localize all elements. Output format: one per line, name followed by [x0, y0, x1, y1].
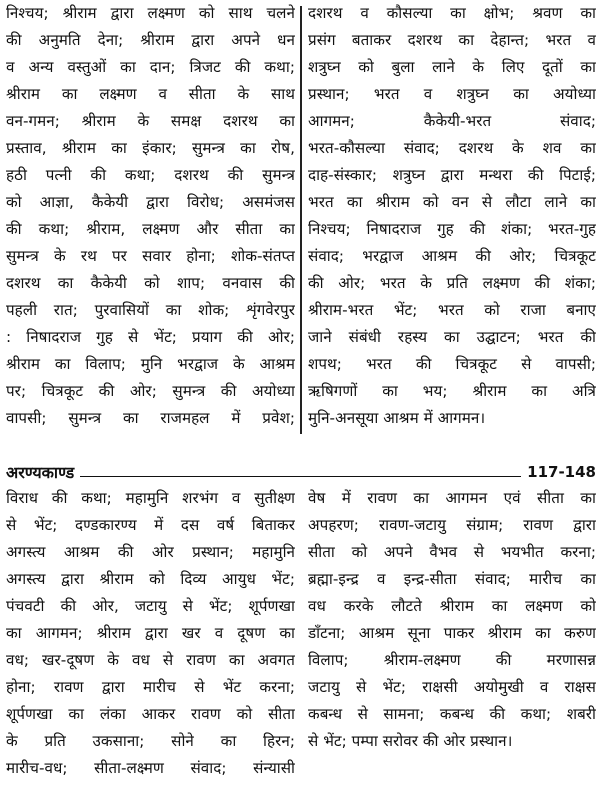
contents-line: पर; चित्रकूट की ओर; सुमन्त्र की अयोध्या — [6, 382, 295, 400]
contents-line: : निषादराज गुह से भेंट; प्रयाग की ओर; — [6, 328, 295, 346]
contents-line: श्रीराम-भरत भेंट; भरत को राजा बनाए — [308, 301, 596, 319]
contents-line: विलाप; श्रीराम-लक्ष्मण की मरणासन्न — [308, 651, 596, 669]
contents-line: शत्रुघ्न को बुला लाने के लिए दूतों का — [308, 58, 596, 76]
contents-line: ब्रह्मा-इन्द्र व इन्द्र-सीता संवाद; मारीच का — [308, 570, 596, 588]
section-title: अरण्यकाण्ड — [6, 463, 75, 482]
contents-line: शूर्पणखा का लंका आकर रावण को सीता — [6, 705, 295, 723]
contents-line: निश्चय; श्रीराम द्वारा लक्ष्मण को साथ चलने — [6, 4, 295, 22]
contents-column-bottom-left — [6, 485, 295, 782]
contents-line: कबन्ध से सामना; कबन्ध की कथा; शबरी — [308, 705, 596, 723]
contents-line: प्रसंग बताकर दशरथ का देहान्त; भरत व — [308, 31, 596, 49]
contents-line: वध; खर-दूषण के वध से रावण का अवगत — [6, 651, 295, 669]
section-page-range: 117-148 — [527, 463, 596, 481]
contents-line: विराध की कथा; महामुनि शरभंग व सुतीक्ष्ण — [6, 489, 295, 507]
contents-line: की ओर; भरत के प्रति लक्ष्मण की शंका; — [308, 274, 596, 292]
contents-line: मारीच-वध; सीता-लक्ष्मण संवाद; संन्यासी — [6, 759, 295, 777]
contents-line: पहली रात; पुरवासियों का शोक; शृंगवेरपुर — [6, 301, 295, 319]
contents-line: निश्चय; निषादराज गुह की शंका; भरत-गुह — [308, 220, 596, 238]
contents-line: ऋषिगणों का भय; श्रीराम का अत्रि — [308, 382, 596, 400]
contents-line: की अनुमति देना; श्रीराम द्वारा अपने धन — [6, 31, 295, 49]
contents-line: दाह-संस्कार; शत्रुघ्न द्वारा मन्थरा की पिटाई; — [308, 166, 596, 184]
contents-column-top-left — [6, 0, 295, 432]
contents-line: अगस्त्य द्वारा श्रीराम को दिव्य आयुध भेंट; — [6, 570, 295, 588]
contents-line: डाँटना; आश्रम सूना पाकर श्रीराम का करुण — [308, 624, 596, 642]
contents-column-bottom-right — [308, 485, 596, 755]
contents-line: श्रीराम का लक्ष्मण व सीता के साथ — [6, 85, 295, 103]
contents-line: हठी पत्नी की कथा; दशरथ की सुमन्त्र — [6, 166, 295, 184]
contents-line: को आज्ञा, कैकेयी द्वारा विरोध; असमंजस — [6, 193, 295, 211]
contents-line: संवाद; भरद्वाज आश्रम की ओर; चित्रकूट — [308, 247, 596, 265]
contents-line: वापसी; सुमन्त्र का राजमहल में प्रवेश; — [6, 409, 295, 427]
contents-line: जटायु से भेंट; राक्षसी अयोमुखी व राक्षस — [308, 678, 596, 696]
contents-line: का आगमन; श्रीराम द्वारा खर व दूषण का — [6, 624, 295, 642]
contents-line: व अन्य वस्तुओं का दान; त्रिजट की कथा; — [6, 58, 295, 76]
contents-line: वध करके लौटते श्रीराम का लक्ष्मण को — [308, 597, 596, 615]
contents-line: सुमन्त्र के रथ पर सवार होना; शोक-संतप्त — [6, 247, 295, 265]
contents-line: के प्रति उकसाना; सोने का हिरन; — [6, 732, 295, 750]
contents-line: से भेंट; दण्डकारण्य में दस वर्ष बिताकर — [6, 516, 295, 534]
column-divider — [300, 6, 302, 434]
contents-line: होना; रावण द्वारा मारीच से भेंट करना; — [6, 678, 295, 696]
contents-column-top-right — [308, 0, 596, 432]
contents-line: से भेंट; पम्पा सरोवर की ओर प्रस्थान। — [308, 732, 513, 750]
contents-line: पंचवटी की ओर, जटायु से भेंट; शूर्पणखा — [6, 597, 295, 615]
contents-line: भरत का श्रीराम को वन से लौटा लाने का — [308, 193, 596, 211]
contents-line: आगमन; कैकेयी-भरत संवाद; — [308, 112, 596, 130]
contents-line: भरत-कौसल्या संवाद; दशरथ के शव का — [308, 139, 596, 157]
contents-line: जाने संबंधी रहस्य का उद्घाटन; भरत की — [308, 328, 596, 346]
section-heading — [6, 458, 596, 486]
contents-line: वेष में रावण का आगमन एवं सीता का — [308, 489, 596, 507]
contents-line: अगस्त्य आश्रम की ओर प्रस्थान; महामुनि — [6, 543, 295, 561]
contents-line: की कथा; श्रीराम, लक्ष्मण और सीता का — [6, 220, 295, 238]
contents-line: मुनि-अनसूया आश्रम में आगमन। — [308, 409, 486, 427]
contents-line: श्रीराम का विलाप; मुनि भरद्वाज के आश्रम — [6, 355, 295, 373]
contents-line: दशरथ का कैकेयी को शाप; वनवास की — [6, 274, 295, 292]
contents-line: दशरथ व कौसल्या का क्षोभ; श्रवण का — [308, 4, 596, 22]
contents-line: वन-गमन; श्रीराम के समक्ष दशरथ का — [6, 112, 295, 130]
contents-line: शपथ; भरत की चित्रकूट से वापसी; — [308, 355, 596, 373]
contents-line: प्रस्थान; भरत व शत्रुघ्न का अयोध्या — [308, 85, 596, 103]
section-rule — [80, 476, 521, 477]
contents-line: अपहरण; रावण-जटायु संग्राम; रावण द्वारा — [308, 516, 596, 534]
contents-line: प्रस्ताव, श्रीराम का इंकार; सुमन्त्र का रोष, — [6, 139, 295, 157]
contents-line: सीता को अपने वैभव से भयभीत करना; — [308, 543, 596, 561]
